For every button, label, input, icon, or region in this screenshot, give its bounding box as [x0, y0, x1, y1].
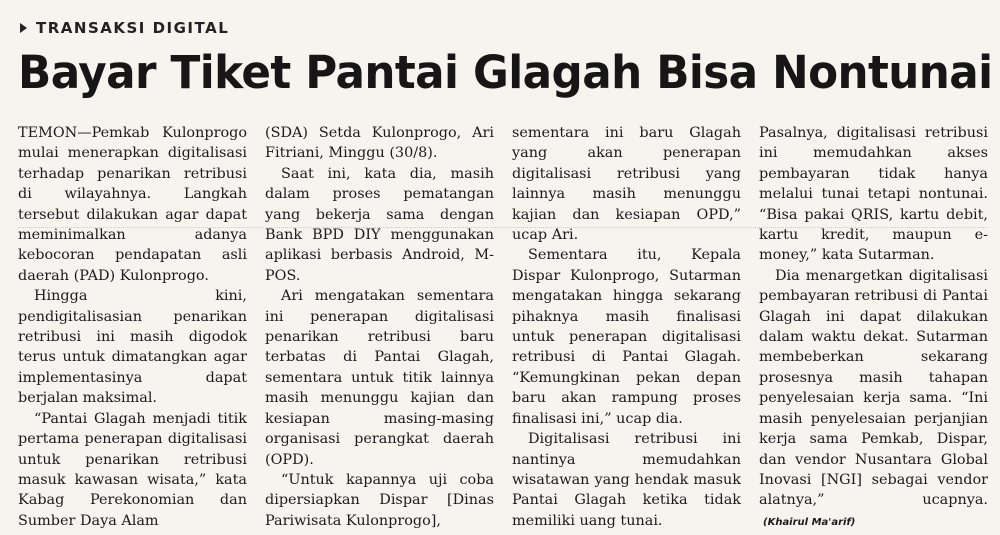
- kicker-label: TRANSAKSI DIGITAL: [36, 19, 230, 37]
- paragraph: Hingga kini, pendigitalisasian penarikan retribusi ini masih digodok terus untuk dimatangkan agar implementasinya dapat berjalan maksimal.: [18, 288, 247, 407]
- paragraph: “Pantai Glagah menjadi titik pertama penerapan digitalisasi untuk penarikan retribusi masuk kawasan wisata,” kata Kabag Perekonomian dan Sumber Daya Alam: [18, 410, 247, 528]
- paragraph: “Untuk kapannya uji coba dipersiapkan Dispar [Dinas Pariwisata Kulonprogo],: [265, 471, 494, 528]
- paragraph: Sementara itu, Kepala Dispar Kulonprogo, Sutarman mengatakan hingga sekarang pihaknya masih finalisasi untuk penerapan digitalisasi retribusi di Pantai Glagah. “Kemungkinan pekan depan baru akan rampung proses finalisasi ini,” ucap dia.: [512, 247, 741, 427]
- author-byline: (Khairul Ma'arif): [763, 516, 856, 528]
- paragraph: (SDA) Setda Kulonprogo, Ari Fitriani, Minggu (30/8).: [265, 125, 494, 162]
- paragraph: TEMON—Pemkab Kulonprogo mulai menerapkan digitalisasi terhadap penarikan retribusi di wilayahnya. Langkah tersebut dilakukan agar dapat meminimalkan adanya kebocoran pendapatan asli daerah (PAD) Kulonprogo.: [18, 125, 247, 284]
- article-column-1: [18, 123, 247, 528]
- triangle-right-icon: [20, 23, 27, 33]
- section-kicker: [20, 19, 229, 37]
- paragraph: [759, 266, 988, 528]
- paragraph: sementara ini baru Glagah yang akan penerapan digitalisasi retribusi yang lainnya masih menunggu kajian dan kesiapan OPD,” ucap Ari.: [512, 125, 741, 244]
- paragraph-text: Dia menargetkan digitalisasi pembayaran retribusi di Pantai Glagah ini dapat dilakukan dalam waktu dekat. Sutarman membeberkan sekarang prosesnya masih tahapan penyelesaian kerja sama. “Ini masih penyelesaian perjanjian kerja sama Pemkab, Dispar, dan vendor Nusantara Global Inovasi [NGI] sebagai vendor alatnya,” ucapnya.: [759, 267, 988, 509]
- paragraph: Ari mengatakan sementara ini penerapan digitalisasi penarikan retribusi baru terbatas di Pantai Glagah, sementara untuk titik lainnya masih menunggu kajian dan kesiapan masing-masing organisasi perangkat daerah (OPD).: [265, 288, 494, 468]
- article-column-4: [759, 123, 988, 528]
- paragraph: Digitalisasi retribusi ini nantinya memudahkan wisatawan yang hendak masuk Pantai Glagah ketika tidak memiliki uang tunai.: [512, 431, 741, 528]
- paragraph: Pasalnya, digitalisasi retribusi ini memudahkan akses pembayaran tidak hanya melalui tunai tetapi nontunai. “Bisa pakai QRIS, kartu debit, kartu kredit, maupun e-money,” kata Sutarman.: [759, 125, 988, 264]
- article-body: [18, 123, 988, 528]
- article-headline: Bayar Tiket Pantai Glagah Bisa Nontunai: [18, 46, 993, 99]
- article-column-3: [512, 123, 741, 528]
- article-column-2: [265, 123, 494, 528]
- paragraph: Saat ini, kata dia, masih dalam proses pematangan yang bekerja sama dengan Bank BPD DIY menggunakan aplikasi berbasis Android, M-POS.: [265, 165, 494, 284]
